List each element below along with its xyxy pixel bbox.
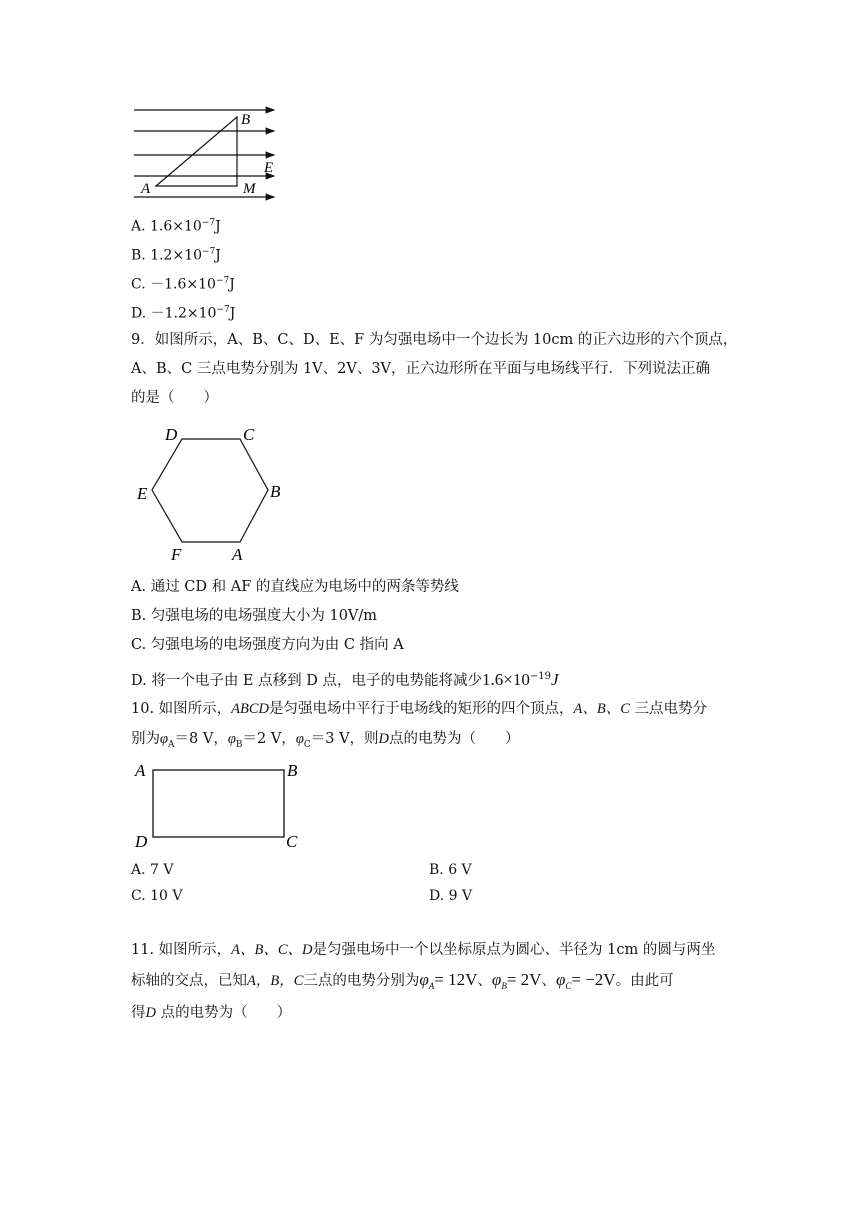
label-e: E <box>137 484 148 503</box>
label-a: A <box>232 545 243 564</box>
q8-option-d: D. $-1.2\times 10^{-7}J$ <box>131 305 236 322</box>
label-b: B <box>241 112 251 128</box>
label-c: C <box>286 832 298 851</box>
label-c: C <box>243 425 255 444</box>
label-f: F <box>171 545 182 564</box>
q10-option-b: B. 6 V <box>429 862 472 878</box>
q8-option-b: B. $1.2\times 10^{-7}J$ <box>131 247 221 264</box>
q11-stem-line2: 标轴的交点，已知A，B，C三点的电势分别为$\varphi_A= 12V$、$\varphi_B= 2V$、$\varphi_C= -2V$。由此可 <box>131 970 674 991</box>
q9-option-d: D. 将一个电子由 E 点移到 D 点，电子的电势能将减少$1.6\times 10^{-19}J$ <box>131 669 559 689</box>
q8-figure <box>128 100 288 205</box>
label-m: M <box>243 181 256 197</box>
label-d: D <box>135 832 148 851</box>
q10-rectangle-figure <box>130 757 315 857</box>
q11-stem-line3: 得D 点的电势为（ ） <box>131 1005 292 1021</box>
label-d: D <box>165 425 178 444</box>
q11-stem-line1: 11. 如图所示，A、B、C、D是匀强电场中一个以坐标原点为圆心、半径为 1cm 的圆与两坐 <box>131 942 716 958</box>
q10-option-d: D. 9 V <box>429 888 473 904</box>
q10-option-a: A. 7 V <box>131 862 174 878</box>
q8-option-a: A. $1.6\times 10^{-7}J$ <box>131 218 221 235</box>
label-e: E <box>264 160 274 176</box>
hexagon <box>152 439 268 542</box>
q10-stem-line2: 别为$\varphi_A=8$ V，$\varphi_B=2$ V，$\varphi_C=3$ V，则D点的电势为（ ） <box>131 731 520 750</box>
q8-option-c: C. $-1.6\times 10^{-7}J$ <box>131 276 235 293</box>
label-b: B <box>287 761 298 780</box>
q9-stem-line2: A、B、C 三点电势分别为 1V、2V、3V，正六边形所在平面与电场线平行．下列说法正确 <box>131 361 711 377</box>
q9-stem-line3: 的是（ ） <box>131 390 218 406</box>
label-a: A <box>135 761 146 780</box>
q9-option-b: B. 匀强电场的电场强度大小为 10V/m <box>131 608 378 624</box>
q9-option-a: A. 通过 CD 和 AF 的直线应为电场中的两条等势线 <box>131 579 459 595</box>
q9-hexagon-figure <box>130 420 300 570</box>
q9-option-c: C. 匀强电场的电场强度方向为由 C 指向 A <box>131 637 404 653</box>
q9-stem-line1: 9．如图所示，A、B、C、D、E、F 为匀强电场中一个边长为 10cm 的正六边形的六个顶点， <box>131 332 738 348</box>
q10-stem-line1: 10. 如图所示，ABCD是匀强电场中平行于电场线的矩形的四个顶点，A、B、C 三点电势分 <box>131 701 708 717</box>
q10-option-c: C. 10 V <box>131 888 183 904</box>
rectangle-abcd <box>153 770 284 837</box>
label-a: A <box>141 181 151 197</box>
label-b: B <box>270 482 281 501</box>
